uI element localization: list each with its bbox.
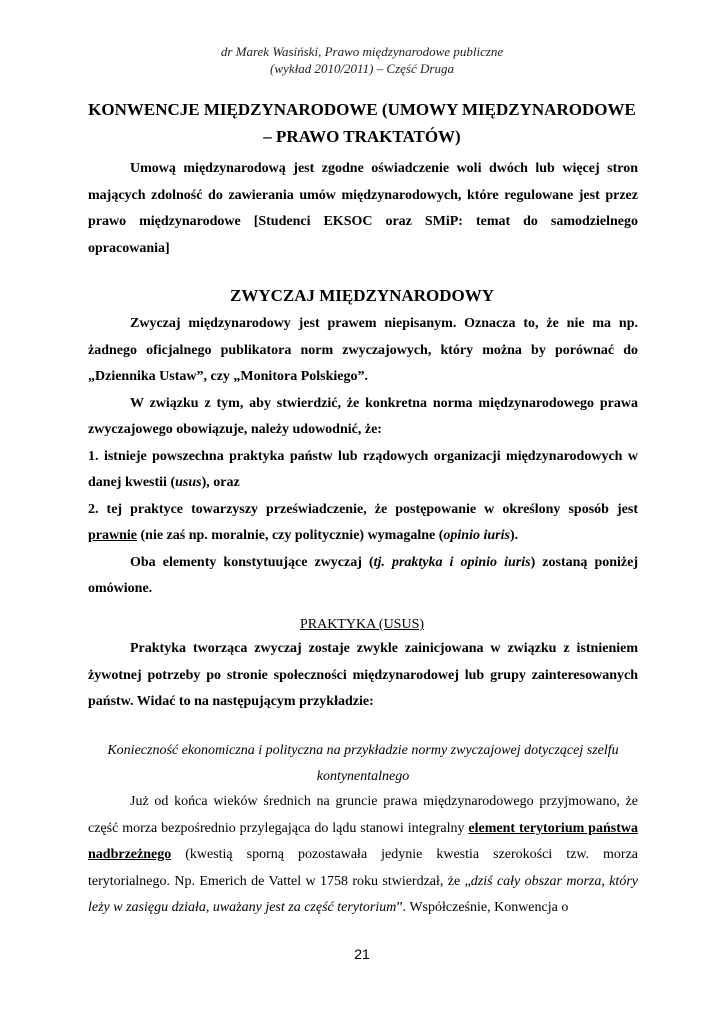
page-number: 21 (354, 946, 370, 962)
custom-body (88, 311, 638, 603)
custom-paragraph-1: Zwyczaj międzynarodowy jest prawem niepisanym. Oznacza to, że nie ma np. żadnego oficjalnego publikatora norm zwyczajowych, który można by porównać do „Dziennika Ustaw”, czy „Monitora Polskiego”. (88, 316, 638, 384)
running-header-line1: dr Marek Wasiński, Prawo międzynarodowe publiczne (220, 44, 504, 59)
emphasis-bold-underline: element terytorium państwa nadbrzeżnego (88, 820, 638, 862)
treaty-definition-paragraph: Umową międzynarodową jest zgodne oświadczenie woli dwóch lub więcej stron mających zdolność do zawierania umów międzynarodowych, które regulowane jest przez prawo międzynarodowe [Studenci EKSOC oraz SMiP: temat do samodzielnego opracowania] (88, 161, 638, 256)
practice-paragraph: Praktyka tworząca zwyczaj zostaje zwykle zainicjowana w związku z istnieniem żywotnej potrzeby po stronie społeczności międzynarodowej lub grupy zainteresowanych państw. Widać to na następującym przykładzie: (88, 641, 638, 709)
list-item-1: 1. istnieje powszechna praktyka państw lub rządowych organizacji międzynarodowych w danej kwestii (usus), oraz (88, 448, 638, 490)
custom-section-title: ZWYCZAJ MIĘDZYNARODOWY (230, 286, 494, 305)
subsection-title: PRAKTYKA (USUS) (299, 617, 425, 632)
section-title-line1: KONWENCJE MIĘDZYNARODOWE (UMOWY MIĘDZYNARODOWE (88, 100, 636, 119)
list-item-2: 2. tej praktyce towarzyszy przeświadczenie, że postępowanie w określony sposób jest prawnie (nie zaś np. moralnie, czy politycznie) wymagalne (opinio iuris). (88, 501, 638, 543)
custom-paragraph-2: W związku z tym, aby stwierdzić, że konkretna norma międzynarodowego prawa zwyczajowego obowiązuje, należy udowodnić, że: (88, 395, 638, 437)
example-heading: Konieczność ekonomiczna i polityczna na przykładzie normy zwyczajowej dotyczącej szelfu kontynentalnego (107, 743, 619, 784)
running-header-line2: (wykład 2010/2011) – Część Druga (270, 61, 454, 76)
section-title-line2: – PRAWO TRAKTATÓW) (263, 127, 461, 146)
emphasis-underline: prawnie (88, 528, 137, 543)
example-paragraph: Już od końca wieków średnich na gruncie prawa międzynarodowego przyjmowano, że część morza bezpośrednio przylegająca do lądu stanowi integralny element terytorium państwa nadbrzeżnego (kwestią sporną pozostawała jedynie kwestia szerokości tzw. morza terytorialnego. Np. Emerich de Vattel w 1758 roku stwierdzał, że „dziś cały obszar morza, który leży w zasięgu działa, uważany jest za część terytorium”. Współcześnie, Konwencja o (88, 794, 638, 915)
custom-paragraph-3: Oba elementy konstytuujące zwyczaj (tj. praktyka i opinio iuris) zostaną poniżej omówione. (88, 554, 639, 596)
